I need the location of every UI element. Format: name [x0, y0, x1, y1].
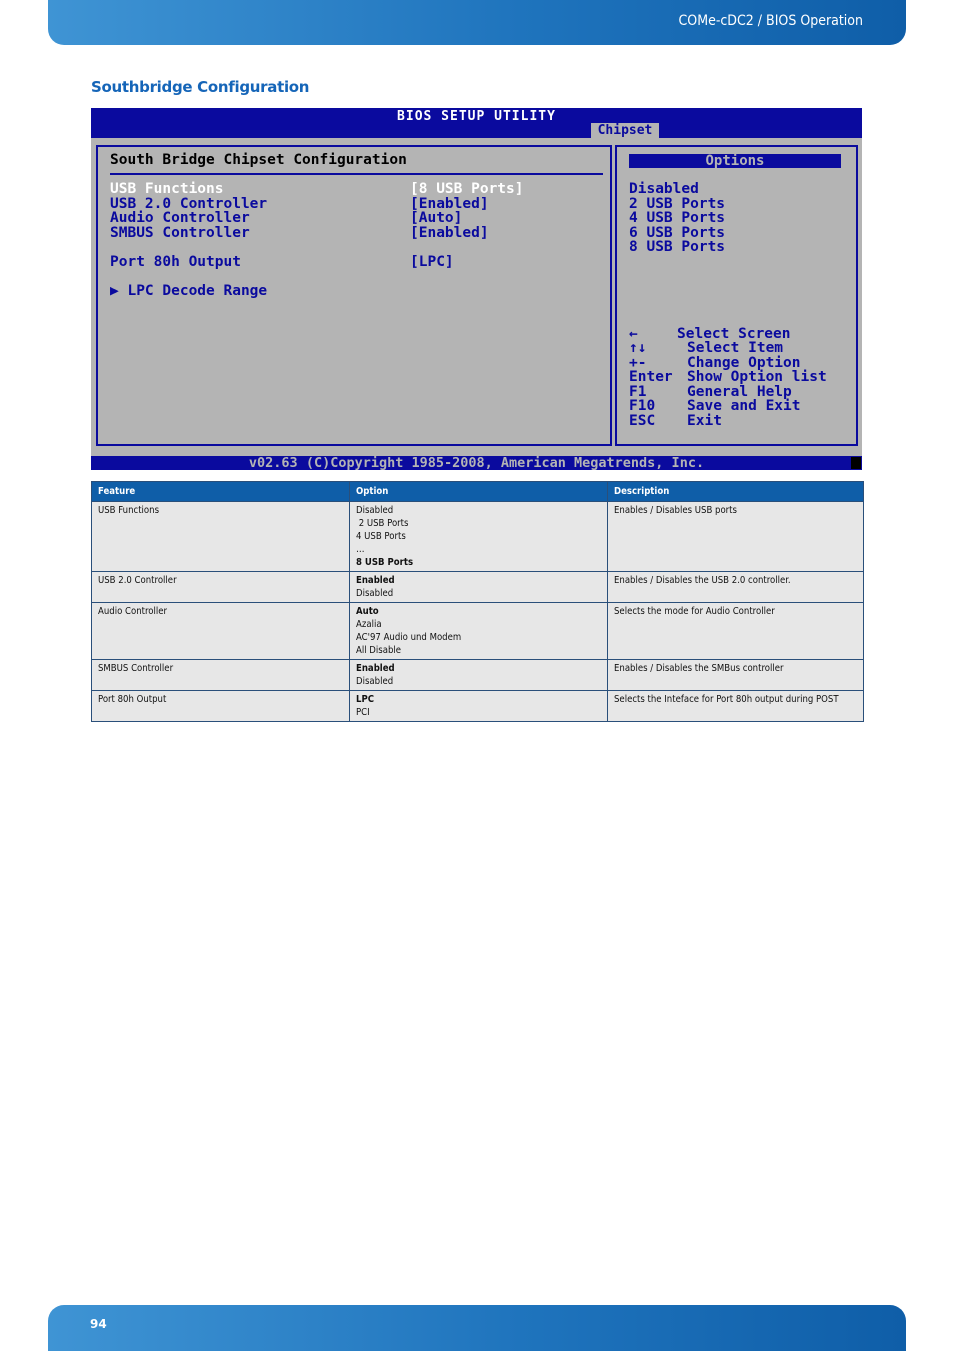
option-value: Disabled	[356, 676, 394, 687]
bios-copyright: v02.63 (C)Copyright 1985-2008, American Megatrends, Inc.	[248, 455, 705, 471]
bios-key-action: Save and Exit	[687, 398, 801, 414]
cell-description: Enables / Disables the SMBus controller	[608, 660, 864, 691]
cell-options	[350, 603, 608, 660]
cell-description: Enables / Disables the USB 2.0 controller.	[608, 572, 864, 603]
table-row	[92, 691, 864, 722]
cell-feature: Port 80h Output	[92, 691, 350, 722]
option-value: …	[356, 544, 365, 555]
cell-feature: USB Functions	[92, 502, 350, 572]
bios-item-port80h-output[interactable]: Port 80h Output	[110, 254, 241, 270]
column-header-feature: Feature	[92, 482, 350, 502]
bios-option-item: 2 USB Ports	[629, 196, 726, 212]
feature-table	[91, 481, 864, 722]
option-value: Auto	[356, 606, 379, 617]
cell-description: Selects the Inteface for Port 80h output during POST	[608, 691, 864, 722]
bios-value-audio-controller[interactable]: [Auto]	[410, 210, 463, 226]
bios-heading: South Bridge Chipset Configuration	[110, 152, 407, 168]
page-number: 94	[90, 1317, 107, 1331]
bios-item-usb20-controller[interactable]: USB 2.0 Controller	[110, 196, 268, 212]
bios-option-item: 8 USB Ports	[629, 239, 726, 255]
bios-value-port80h-output[interactable]: [LPC]	[410, 254, 454, 270]
table-row	[92, 502, 864, 572]
cell-feature: Audio Controller	[92, 603, 350, 660]
bios-option-item: 4 USB Ports	[629, 210, 726, 226]
bios-value-usb-functions[interactable]: [8 USB Ports]	[410, 181, 524, 197]
bios-item-usb-functions[interactable]: USB Functions	[110, 181, 224, 197]
cell-options	[350, 572, 608, 603]
bios-key-action: Change Option	[687, 355, 801, 371]
bios-heading-divider	[110, 173, 603, 175]
option-value: PCI	[356, 707, 370, 718]
bios-key-plus-minus: +-	[629, 355, 647, 371]
option-value: 4 USB Ports	[356, 531, 406, 542]
bios-key-action: Show Option list	[687, 369, 827, 385]
header-title: COMe-cDC2 / BIOS Operation	[678, 13, 863, 29]
section-title: Southbridge Configuration	[91, 78, 310, 96]
bios-key-updown-arrows: ↑↓	[629, 340, 647, 356]
bios-value-usb20-controller[interactable]: [Enabled]	[410, 196, 489, 212]
bios-cursor-block	[851, 457, 861, 469]
bios-help-panel	[615, 145, 858, 446]
column-header-option: Option	[350, 482, 608, 502]
page-header-bar	[48, 0, 906, 45]
bios-option-item: Disabled	[629, 181, 699, 197]
cell-options	[350, 502, 608, 572]
table-row	[92, 572, 864, 603]
column-header-description: Description	[608, 482, 864, 502]
option-value: Enabled	[356, 575, 395, 586]
bios-item-audio-controller[interactable]: Audio Controller	[110, 210, 250, 226]
bios-status-bar	[91, 456, 862, 470]
cell-feature: SMBUS Controller	[92, 660, 350, 691]
option-value: All Disable	[356, 645, 402, 656]
cell-options	[350, 660, 608, 691]
option-value: Enabled	[356, 663, 395, 674]
bios-screenshot	[91, 108, 862, 470]
table-row	[92, 660, 864, 691]
option-value: 8 USB Ports	[356, 557, 414, 568]
cell-description: Enables / Disables USB ports	[608, 502, 864, 572]
bios-key-left-arrow: ←	[629, 326, 638, 342]
page-footer-bar	[48, 1305, 906, 1351]
bios-title: BIOS SETUP UTILITY	[397, 109, 556, 124]
bios-tab-chipset[interactable]: Chipset	[591, 123, 659, 138]
option-value: Disabled	[356, 505, 394, 516]
bios-key-esc: ESC	[629, 413, 656, 429]
bios-key-action: General Help	[687, 384, 792, 400]
cell-feature: USB 2.0 Controller	[92, 572, 350, 603]
option-value: AC'97 Audio und Modem	[356, 632, 462, 643]
bios-key-enter: Enter	[629, 369, 673, 385]
option-value: 2 USB Ports	[356, 518, 409, 529]
option-value: Disabled	[356, 588, 394, 599]
bios-title-bar	[91, 108, 862, 138]
bios-option-item: 6 USB Ports	[629, 225, 726, 241]
table-header-row	[92, 482, 864, 502]
bios-item-smbus-controller[interactable]: SMBUS Controller	[110, 225, 250, 241]
bios-settings-panel	[96, 145, 612, 446]
bios-options-title: Options	[629, 154, 841, 168]
bios-value-smbus-controller[interactable]: [Enabled]	[410, 225, 489, 241]
bios-key-f1: F1	[629, 384, 647, 400]
bios-key-action: Select Screen	[677, 326, 791, 342]
option-value: Azalia	[356, 619, 382, 630]
bios-key-f10: F10	[629, 398, 656, 414]
cell-description: Selects the mode for Audio Controller	[608, 603, 864, 660]
bios-submenu-lpc-decode[interactable]: ▶ LPC Decode Range	[110, 283, 268, 299]
bios-key-action: Exit	[687, 413, 722, 429]
bios-key-action: Select Item	[687, 340, 784, 356]
cell-options	[350, 691, 608, 722]
option-value: LPC	[356, 694, 374, 705]
table-row	[92, 603, 864, 660]
